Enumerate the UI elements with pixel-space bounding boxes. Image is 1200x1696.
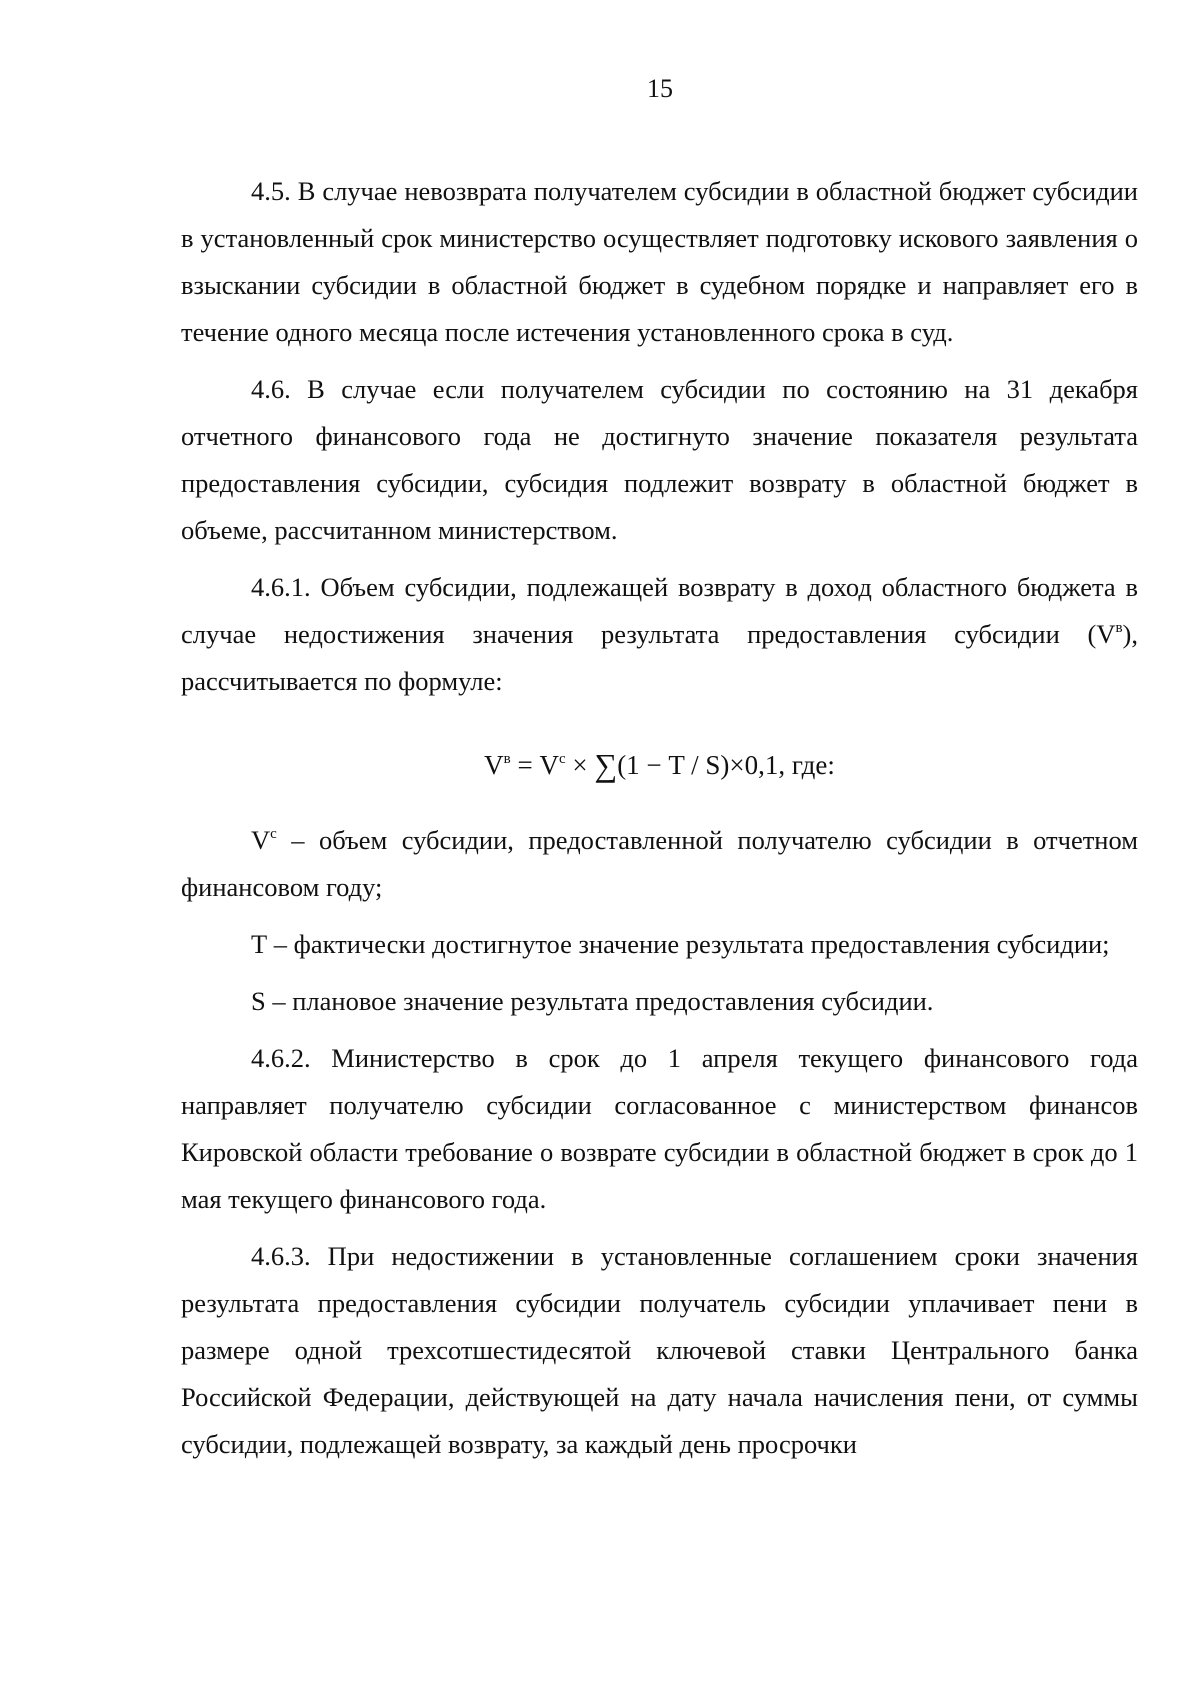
document-body [181,168,1138,1478]
formula-times: × [565,750,595,780]
formula-vc-var: V [539,750,559,780]
formula-lhs-sup: в [503,751,511,767]
paragraph-4-5: 4.5. В случае невозврата получателем субсидии в областной бюджет субсидии в установленный срок министерство осуществляет подготовку искового заявления о взыскании субсидии в областной бюджет в судебном порядке и направляет его в течение одного месяца после истечения установленного срока в суд. [181,176,1138,347]
sum-symbol: ∑ [594,747,618,783]
formula-vc-sup: с [558,751,566,767]
paragraph-4-6-1 [181,564,1138,705]
formula [181,735,1138,795]
definition-vc-sup: с [270,826,277,842]
formula-expression: (1 − T / S)×0,1, где: [617,750,835,780]
formula-lhs-var: V [484,750,504,780]
definition-vc-text: – объем субсидии, предоставленной получателю субсидии в отчетном финансовом году; [181,825,1138,902]
definition-vc [181,817,1138,911]
paragraph-4-6-2: 4.6.2. Министерство в срок до 1 апреля текущего финансового года направляет получателю субсидии согласованное с министерством финансов Кировской области требование о возврате субсидии в областной бюджет в срок до 1 мая текущего финансового года. [181,1043,1138,1214]
paragraph-4-6: 4.6. В случае если получателем субсидии по состоянию на 31 декабря отчетного финансового года не достигнуто значение показателя результата предоставления субсидии, субсидия подлежит возврату в областной бюджет в объеме, рассчитанном министерством. [181,374,1138,545]
page-number: 15 [647,74,673,103]
paragraph-4-6-1-text: 4.6.1. Объем субсидии, подлежащей возврату в доход областного бюджета в случае недостижения значения результата предоставления субсидии (V [181,572,1138,649]
definition-s: S – плановое значение результата предоставления субсидии. [251,986,934,1016]
superscript-v: в [1115,620,1123,636]
definition-vc-var: V [251,825,271,855]
formula-equals: = [510,750,540,780]
paragraph-4-6-3: 4.6.3. При недостижении в установленные соглашением сроки значения результата предоставления субсидии получатель субсидии уплачивает пени в размере одной трехсотшестидесятой ключевой ставки Центрального банка Российской Федерации, действующей на дату начала начисления пени, от суммы субсидии, подлежащей возврату, за каждый день просрочки [181,1241,1138,1459]
paragraph-4-6-1-tail: ), рассчитывается по формуле: [181,619,1138,696]
definition-t: Т – фактически достигнутое значение результата предоставления субсидии; [251,929,1110,959]
